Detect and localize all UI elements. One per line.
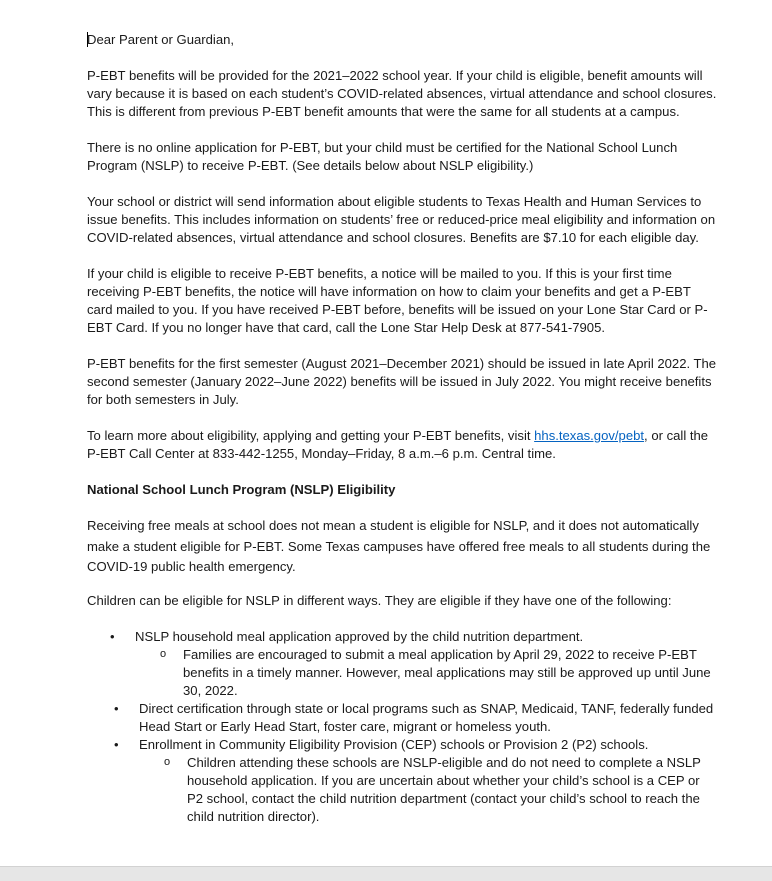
paragraph-free-meals: Receiving free meals at school does not mean a student is eligible for NSLP, and it does not automatically make a student eligible for P-EBT. Some Texas campuses have offered free meals to all students during the COVID-19 public health emergency.: [87, 518, 711, 574]
nslp-heading: National School Lunch Program (NSLP) Eligibility: [87, 482, 396, 497]
status-bar: [0, 866, 772, 881]
paragraph-no-online-application: There is no online application for P-EBT, but your child must be certified for the National School Lunch Program (NSLP) to receive P-EBT. (See details below about NSLP eligibility.): [87, 140, 678, 173]
circle-bullet-icon: o: [160, 647, 167, 660]
bullet-icon: •: [114, 700, 119, 716]
paragraph-benefits-overview: P-EBT benefits will be provided for the 2021–2022 school year. If your child is eligible, benefit amounts will vary because it is based on each student’s COVID-related absences, virtual attendance and school closures. This is different from previous P-EBT benefit amounts that were the same for all students at a campus.: [87, 68, 717, 119]
paragraph-eligibility-intro: Children can be eligible for NSLP in different ways. They are eligible if they have one of the following:: [87, 592, 672, 608]
paragraph-notice-mailed: If your child is eligible to receive P-EBT benefits, a notice will be mailed to you. If this is your first time receiving P-EBT benefits, the notice will have information on how to claim your benefits and get a P-EBT card mailed to you. If you have received P-EBT before, benefits will be issued on your Lone Star Card or P-EBT Card. If you no longer have that card, call the Lone Star Help Desk at 877-541-7905.: [87, 266, 708, 335]
list-item: • Direct certification through state or local programs such as SNAP, Medicaid, TANF, federally funded Head Start or Early Head Start, foster care, migrant or homeless youth.: [114, 700, 714, 734]
bullet-icon: •: [114, 736, 119, 752]
document-body[interactable]: [87, 31, 717, 826]
sub-list: [135, 646, 717, 700]
list-item: • Enrollment in Community Eligibility Provision (CEP) schools or Provision 2 (P2) schools. o Children attending these schools are NSLP-eligible and do not need to complete a NSLP household application. If you are uncertain about whether your child’s school is a CEP or P2 school, contact the child nutrition department (contact your child’s school to reach the child nutrition director).: [87, 736, 717, 826]
eligibility-list: [87, 628, 717, 826]
bullet-icon: •: [110, 628, 115, 644]
list-item: • NSLP household meal application approved by the child nutrition department. o Families are encouraged to submit a meal application by April 29, 2022 to receive P-EBT benefits in a timely manner. However, meal applications may still be approved up until June 30, 2022.: [87, 628, 717, 700]
paragraph-semester-timing: P-EBT benefits for the first semester (August 2021–December 2021) should be issued in late April 2022. The second semester (January 2022–June 2022) benefits will be issued in July 2022. You might receive benefits for both semesters in July.: [87, 356, 717, 407]
paragraph-learn-more: To learn more about eligibility, applying and getting your P-EBT benefits, visit hhs.texas.gov/pebt, or call the P-EBT Call Center at 833-442-1255, Monday–Friday, 8 a.m.–6 p.m. Central time.: [87, 428, 709, 461]
sub-list: [139, 754, 717, 826]
pebt-website-link[interactable]: hhs.texas.gov/pebt: [534, 428, 645, 443]
greeting: Dear Parent or Guardian,: [87, 32, 235, 47]
paragraph-school-district-info: Your school or district will send information about eligible students to Texas Health and Human Services to issue benefits. This includes information on students’ free or reduced-price meal eligibility and information on COVID-related absences, virtual attendance and school closures. Benefits are $7.10 for each eligible day.: [87, 194, 716, 245]
sub-list-item: o Families are encouraged to submit a meal application by April 29, 2022 to receive P-EBT benefits in a timely manner. However, meal applications may still be approved up until June 30, 2022.: [160, 646, 711, 698]
circle-bullet-icon: o: [164, 755, 171, 768]
sub-list-item: o Children attending these schools are NSLP-eligible and do not need to complete a NSLP household application. If you are uncertain about whether your child’s school is a CEP or P2 school, contact the child nutrition department (contact your child’s school to reach the child nutrition director).: [164, 754, 701, 824]
